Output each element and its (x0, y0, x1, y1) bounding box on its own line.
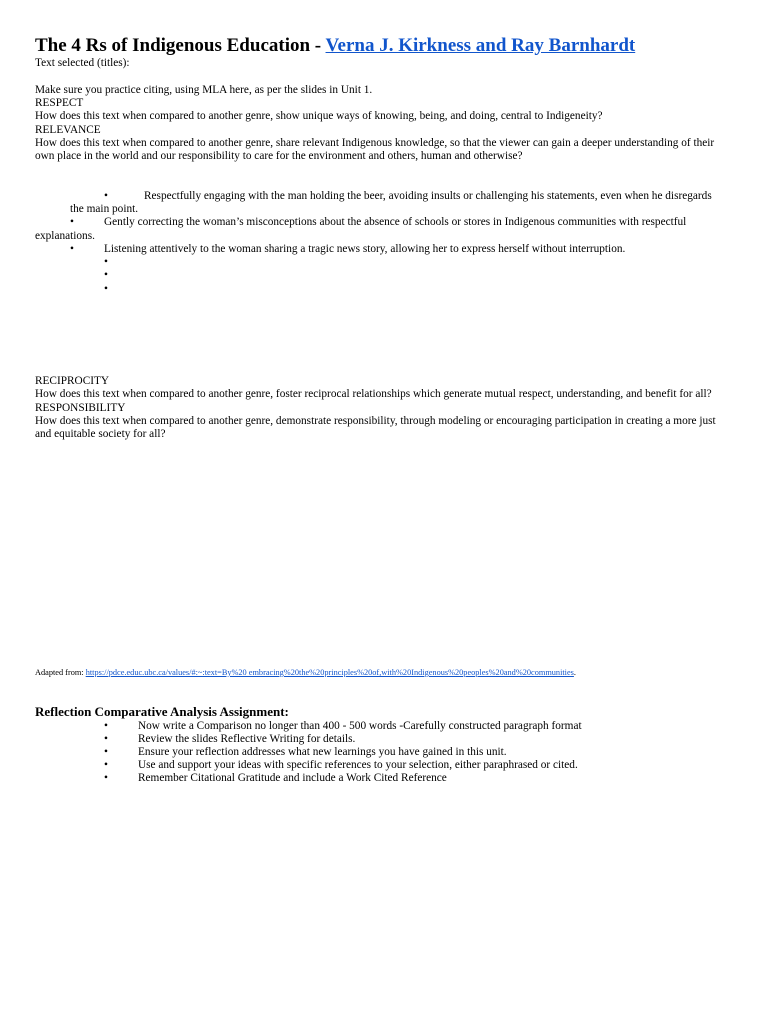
bullet-item-1-line2: the main point. (70, 203, 139, 215)
bullet-marker: • (104, 759, 108, 771)
assignment-item-4: Use and support your ideas with specific references to your selection, either paraphrased or cited. (138, 759, 578, 771)
bullet-item-3: Listening attentively to the woman sharing a tragic news story, allowing her to express herself without interruption. (104, 243, 626, 255)
respect-question: How does this text when compared to another genre, show unique ways of knowing, being, and doing, central to Indigeneity? (35, 110, 603, 122)
responsibility-question: How does this text when compared to another genre, demonstrate responsibility, through modeling or encouraging participation in creating a more just and equitable society for all? (35, 415, 716, 441)
responsibility-heading: RESPONSIBILITY (35, 402, 126, 414)
assignment-item-2: Review the slides Reflective Writing for details. (138, 733, 356, 745)
bullet-marker: • (104, 190, 108, 202)
bullet-marker: • (104, 733, 108, 745)
empty-bullet: • (104, 283, 108, 295)
source-end-period: . (573, 668, 576, 677)
reciprocity-heading: RECIPROCITY (35, 375, 110, 387)
bullet-item-2-line1: Gently correcting the woman’s misconceptions about the absence of schools or stores in Indigenous communities with respectful (104, 216, 687, 228)
document-title (35, 34, 635, 58)
assignment-item-1: Now write a Comparison no longer than 400 - 500 words -Carefully constructed paragraph format (138, 720, 582, 732)
reciprocity-question: How does this text when compared to another genre, foster reciprocal relationships which generate mutual respect, understanding, and benefit for all? (35, 388, 712, 400)
bullet-marker: • (70, 243, 74, 255)
bullet-item-1-line1: Respectfully engaging with the man holding the beer, avoiding insults or challenging his statements, even when he disregards (144, 190, 712, 202)
empty-bullet: • (104, 256, 108, 268)
bullet-marker: • (104, 746, 108, 758)
respect-heading: RESPECT (35, 97, 84, 109)
text-selected-label: Text selected (titles): (35, 57, 130, 69)
bullet-marker: • (104, 720, 108, 732)
empty-bullet: • (104, 269, 108, 281)
bullet-item-2-line2: explanations. (35, 230, 95, 242)
title-text: The 4 Rs of Indigenous Education - (35, 35, 326, 56)
adapted-from-source (35, 668, 576, 678)
relevance-question: How does this text when compared to another genre, share relevant Indigenous knowledge, so that the viewer can gain a deeper understanding of their own place in the world and our responsibility to care for the environment and others, human and otherwise? (35, 137, 715, 163)
adapted-from-label: Adapted from: (35, 668, 86, 677)
bullet-marker: • (104, 772, 108, 784)
assignment-heading: Reflection Comparative Analysis Assignment: (35, 704, 289, 719)
relevance-heading: RELEVANCE (35, 124, 101, 136)
assignment-item-3: Ensure your reflection addresses what new learnings you have gained in this unit. (138, 746, 507, 758)
source-link[interactable]: https://pdce.educ.ubc.ca/values/#:~:text=By%20 embracing%20the%20principles%20of,with%20Indigenous%20peoples%20and%20communities (85, 668, 574, 677)
bullet-marker: • (70, 216, 74, 228)
authors-link[interactable]: Verna J. Kirkness and Ray Barnhardt (325, 35, 636, 56)
citing-instruction: Make sure you practice citing, using MLA here, as per the slides in Unit 1. (35, 84, 373, 96)
assignment-item-5: Remember Citational Gratitude and include a Work Cited Reference (138, 772, 447, 784)
